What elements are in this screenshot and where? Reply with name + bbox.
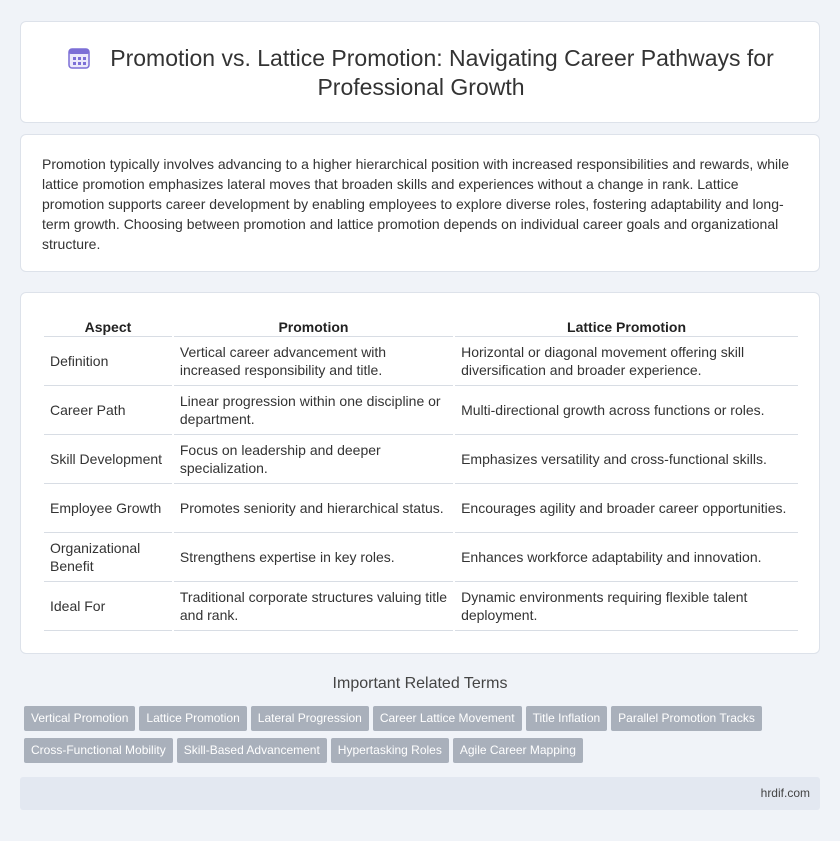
header-promotion: Promotion: [174, 315, 453, 337]
intro-card: [20, 134, 820, 272]
tag-hypertasking-roles[interactable]: Hypertasking Roles: [331, 738, 449, 763]
tag-row-1: [24, 706, 824, 738]
title-text-2: Professional Growth: [317, 74, 525, 100]
related-terms-tags: [24, 706, 824, 770]
table-row: [44, 337, 798, 386]
header-aspect: Aspect: [44, 315, 172, 337]
tag-parallel-promotion-tracks[interactable]: Parallel Promotion Tracks: [611, 706, 762, 731]
promotion-cell: Focus on leadership and deeper specialization.: [174, 435, 453, 484]
promotion-cell: Strengthens expertise in key roles.: [174, 533, 453, 582]
related-terms-heading: Important Related Terms: [332, 675, 508, 692]
promotion-cell: Linear progression within one discipline or department.: [174, 386, 453, 435]
footer-site[interactable]: hrdif.com: [760, 786, 810, 800]
calendar-icon: [68, 47, 90, 69]
tag-skill-based-advancement[interactable]: Skill-Based Advancement: [177, 738, 327, 763]
tag-title-inflation[interactable]: Title Inflation: [526, 706, 608, 731]
lattice-cell: Multi-directional growth across functions or roles.: [455, 386, 798, 435]
table-row: [44, 533, 798, 582]
intro-paragraph: Promotion typically involves advancing to a higher hierarchical position with increased responsibilities and rewards, while lattice promotion emphasizes lateral moves that broaden skills and experiences without a change in rank. Lattice promotion supports career development by enabling employees to explore diverse roles, fostering adaptability and long-term growth. Choosing between promotion and lattice promotion depends on individual career goals and organizational structure.: [42, 156, 790, 252]
promotion-cell: Traditional corporate structures valuing title and rank.: [174, 582, 453, 631]
tag-cross-functional-mobility[interactable]: Cross-Functional Mobility: [24, 738, 173, 763]
lattice-cell: Horizontal or diagonal movement offering skill diversification and broader experience.: [455, 337, 798, 386]
footer: [20, 777, 820, 810]
aspect-cell: Definition: [44, 337, 172, 386]
tag-vertical-promotion[interactable]: Vertical Promotion: [24, 706, 135, 731]
header-lattice-promotion: Lattice Promotion: [455, 315, 798, 337]
tag-career-lattice-movement[interactable]: Career Lattice Movement: [373, 706, 522, 731]
comparison-card: [20, 292, 820, 654]
tag-lateral-progression[interactable]: Lateral Progression: [251, 706, 369, 731]
table-row: [44, 435, 798, 484]
aspect-cell: Employee Growth: [44, 484, 172, 533]
table-row: [44, 582, 798, 631]
promotion-cell: Vertical career advancement with increased responsibility and title.: [174, 337, 453, 386]
page-title: [21, 44, 821, 102]
table-header-row: [44, 315, 798, 337]
aspect-cell: Career Path: [44, 386, 172, 435]
title-text-1: Promotion vs. Lattice Promotion: Navigating Career Pathways for: [110, 45, 774, 71]
table-row: [44, 484, 798, 533]
page-title-line-1: [21, 44, 821, 73]
tag-lattice-promotion[interactable]: Lattice Promotion: [139, 706, 246, 731]
lattice-cell: Enhances workforce adaptability and innovation.: [455, 533, 798, 582]
tag-agile-career-mapping[interactable]: Agile Career Mapping: [453, 738, 583, 763]
title-card: [20, 21, 820, 123]
tag-row-2: [24, 738, 824, 770]
promotion-cell: Promotes seniority and hierarchical status.: [174, 484, 453, 533]
aspect-cell: Skill Development: [44, 435, 172, 484]
lattice-cell: Dynamic environments requiring flexible talent deployment.: [455, 582, 798, 631]
aspect-cell: Organizational Benefit: [44, 533, 172, 582]
aspect-cell: Ideal For: [44, 582, 172, 631]
comparison-table: [42, 315, 800, 631]
table-row: [44, 386, 798, 435]
lattice-cell: Encourages agility and broader career opportunities.: [455, 484, 798, 533]
lattice-cell: Emphasizes versatility and cross-functional skills.: [455, 435, 798, 484]
